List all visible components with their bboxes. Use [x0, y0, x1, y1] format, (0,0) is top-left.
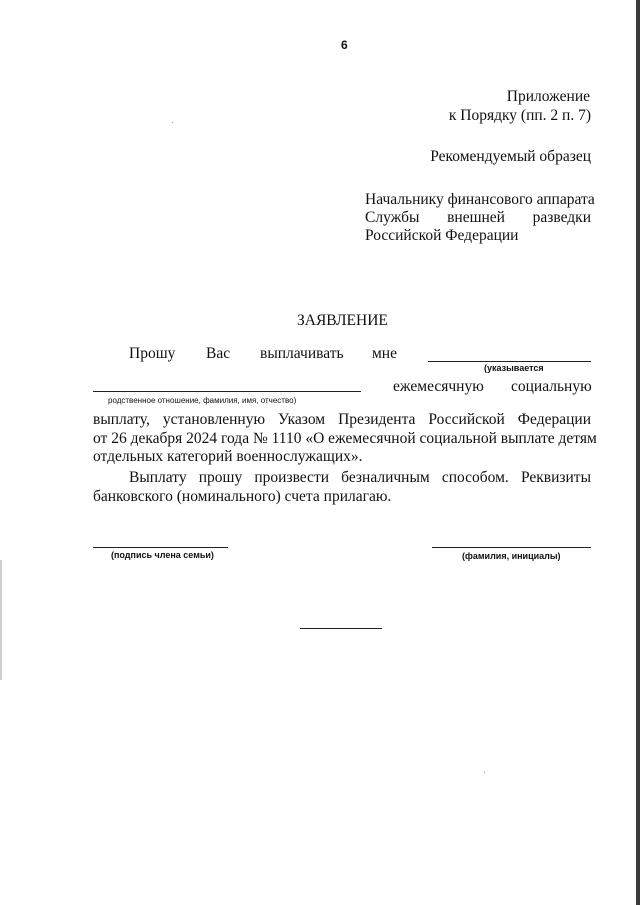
addressee-line-3: Российской Федерации: [365, 227, 519, 244]
document-title: ЗАЯВЛЕНИЕ: [297, 312, 388, 329]
body-line: банковского (номинального) счета прилагаю.: [93, 488, 392, 505]
addressee-word: Службы: [365, 209, 420, 226]
hint-relation: родственное отношение, фамилия, имя, отчество): [108, 396, 297, 405]
appendix-label: Приложение: [506, 88, 590, 105]
body-word: социальную: [511, 378, 592, 395]
body-word: выплачивать: [260, 345, 344, 362]
relation-fill-line: [428, 361, 591, 362]
scan-speck: [484, 772, 485, 773]
body-line: Выплату прошу произвести безналичным способом. Реквизиты: [129, 469, 591, 486]
body-word: Прошу: [129, 345, 176, 362]
scan-border-right: [636, 0, 640, 905]
body-line: выплату, установленную Указом Президента Российской Федерации: [93, 411, 591, 428]
body-word: Вас: [206, 345, 231, 362]
appendix-reference: к Порядку (пп. 2 п. 7): [448, 107, 591, 124]
closing-separator: [300, 628, 382, 629]
body-word: мне: [372, 345, 397, 362]
signature-line: [93, 547, 228, 548]
body-line: отдельных категорий военнослужащих».: [93, 448, 363, 465]
relation-fill-line-2: [93, 391, 361, 392]
recommended-sample-label: Рекомендуемый образец: [430, 148, 591, 165]
scan-border-left: [0, 560, 2, 680]
name-caption: (фамилия, инициалы): [462, 551, 561, 561]
hint-indicate: (указывается: [484, 363, 544, 373]
signature-caption: (подпись члена семьи): [111, 550, 214, 560]
body-word: ежемесячную: [393, 378, 484, 395]
scan-speck: [172, 122, 173, 123]
page-number: 6: [341, 38, 348, 52]
addressee-word: разведки: [532, 209, 591, 226]
name-line: [432, 547, 591, 548]
addressee-line-2: [365, 208, 591, 227]
addressee-word: внешней: [447, 209, 505, 226]
addressee-line-1: Начальнику финансового аппарата: [365, 191, 595, 208]
body-line: от 26 декабря 2024 года № 1110 «О ежемесячной социальной выплате детям: [93, 430, 597, 447]
